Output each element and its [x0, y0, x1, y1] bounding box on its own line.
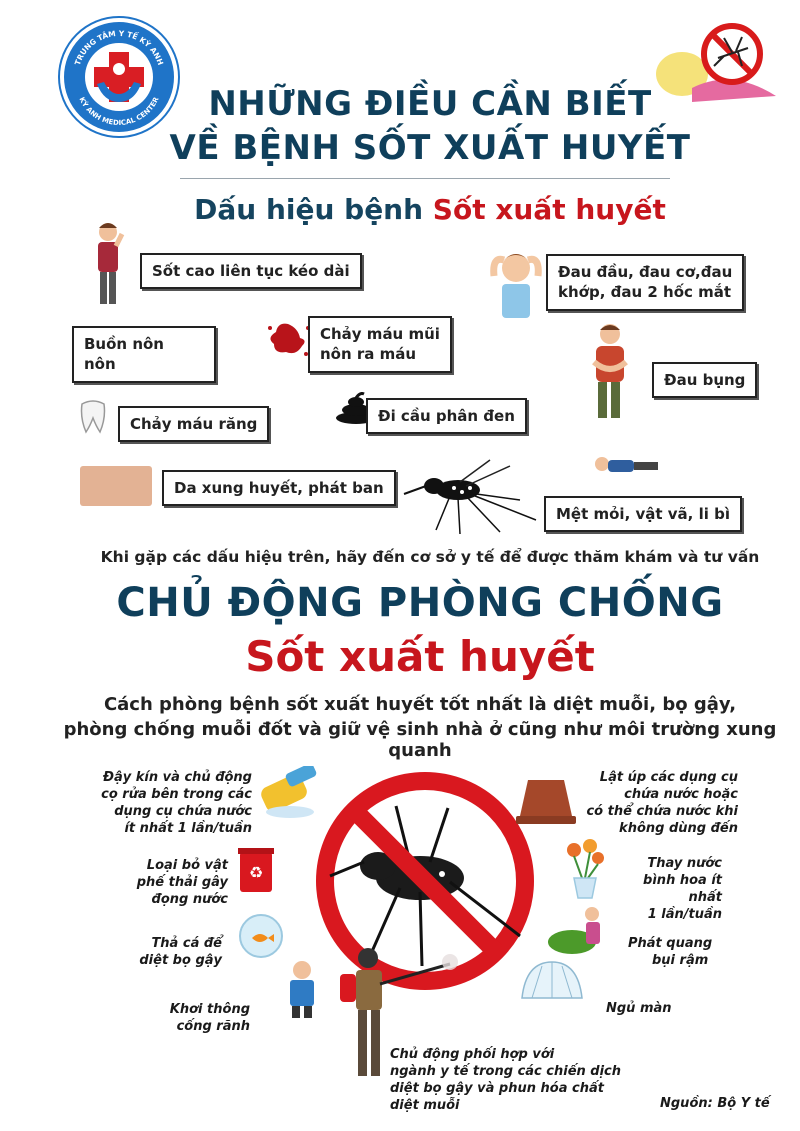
sign-skin-rash	[162, 470, 396, 506]
tip-fish	[120, 936, 222, 970]
recycle-bin-icon	[236, 842, 276, 894]
skin-rash-image	[80, 466, 152, 506]
sign-black-stool	[366, 398, 527, 434]
tip-coordinate-campaigns	[390, 1047, 630, 1115]
tip-line: bụi rậm	[652, 952, 709, 968]
sign-stomachache	[652, 362, 757, 398]
tip-cover-containers	[100, 770, 252, 838]
scrubbing-brush-icon	[256, 766, 326, 822]
logo-text-bottom: KỲ ANH MEDICAL CENTER	[77, 95, 161, 128]
sign-label: nôn	[84, 355, 116, 374]
overturned-pot-icon	[514, 776, 578, 828]
prevention-disease-heading: Sốt xuất huyết	[245, 632, 595, 681]
person-headache-icon	[486, 246, 546, 318]
tip-line: diệt bọ gậy và phun hóa chất	[390, 1080, 604, 1096]
tip-line: đọng nước	[151, 891, 228, 907]
sign-aches	[546, 254, 744, 311]
sign-label: nôn ra máu	[320, 345, 417, 364]
sign-label: Đau đầu, đau cơ,đau	[558, 263, 733, 281]
tip-line: phế thải gây	[136, 874, 228, 890]
sign-high-fever	[140, 253, 362, 289]
tip-line: bình hoa ít nhất	[643, 872, 722, 905]
logo-text-top: TRUNG TÂM Y TẾ KỲ ANH	[72, 28, 166, 67]
sign-label: Chảy máu mũi	[320, 325, 440, 343]
signs-heading-text: Dấu hiệu bệnh	[194, 193, 424, 226]
sign-gum-bleeding	[118, 406, 269, 442]
person-stomachache-icon	[584, 322, 634, 422]
title-divider	[180, 178, 670, 179]
tip-line: Phát quang	[628, 936, 713, 951]
person-lying-fatigue-icon	[594, 452, 660, 482]
mosquito-net-icon	[518, 958, 586, 1004]
sign-label: Đau bụng	[664, 371, 746, 389]
blood-splatter-icon	[264, 318, 312, 358]
tip-line: dụng cụ chứa nước	[114, 803, 252, 819]
tip-line: Khơi thông	[169, 1002, 250, 1017]
sign-label: Buồn nôn	[84, 335, 164, 353]
tip-line: Lật úp các dụng cụ	[599, 770, 738, 785]
drain-worker-icon	[278, 958, 326, 1018]
tip-line: có thể chứa nước khi	[586, 803, 738, 819]
tip-line: Loại bỏ vật	[146, 858, 228, 873]
sign-fatigue	[544, 496, 742, 532]
tip-line: 1 lần/tuần	[647, 906, 722, 922]
sign-nosebleed	[308, 316, 452, 373]
tip-line: Ngủ màn	[606, 1001, 672, 1016]
prevention-description-line1: Cách phòng bệnh sốt xuất huyết tốt nhất là diệt muỗi, bọ gậy,	[103, 694, 737, 715]
tip-overturn-containers	[578, 770, 738, 838]
page-title-line1: NHỮNG ĐIỀU CẦN BIẾT	[208, 84, 652, 124]
bush-clearing-icon	[546, 900, 610, 956]
prevention-description-line2: phòng chống muỗi đốt và giữ vệ sinh nhà ở cũng như môi trường xung quanh	[63, 719, 777, 761]
sign-label: Sốt cao liên tục kéo dài	[152, 262, 350, 280]
tip-clear-bushes	[628, 936, 718, 970]
person-fever-icon	[86, 220, 130, 306]
tip-bed-net	[606, 1001, 686, 1018]
sign-label: khớp, đau 2 hốc mắt	[558, 283, 732, 302]
advice-text: Khi gặp các dấu hiệu trên, hãy đến cơ sở y tế để được thăm khám và tư vấn	[100, 548, 760, 566]
tip-remove-waste	[110, 858, 228, 909]
tip-line: không dùng đến	[619, 820, 738, 836]
tip-line: chứa nước hoặc	[624, 786, 738, 802]
tip-line: Chủ động phối hợp với	[390, 1047, 555, 1062]
tip-line: Đậy kín và chủ động	[103, 770, 252, 785]
tip-line: Thay nước	[647, 856, 722, 871]
signs-heading-disease: Sốt xuất huyết	[432, 193, 666, 226]
tip-line: ngành y tế trong các chiến dịch	[390, 1063, 622, 1079]
tip-line: ít nhất 1 lần/tuần	[124, 820, 252, 836]
tip-line: cọ rửa bên trong các	[101, 786, 252, 802]
source-credit: Nguồn: Bộ Y tế	[660, 1096, 770, 1111]
fishbowl-icon	[236, 910, 286, 958]
tip-line: cống rãnh	[176, 1018, 250, 1034]
prevention-heading: CHỦ ĐỘNG PHÒNG CHỐNG	[116, 580, 724, 626]
tip-vase-water	[610, 856, 722, 924]
tip-line: Thả cá để	[151, 936, 222, 951]
svg-text:♻: ♻	[248, 863, 264, 882]
sign-label: Mệt mỏi, vật vã, li bì	[556, 505, 730, 523]
page-title-line2: VỀ BỆNH SỐT XUẤT HUYẾT	[169, 128, 691, 168]
tip-drains	[140, 1002, 250, 1036]
sign-label: Chảy máu răng	[130, 415, 258, 433]
tooth-icon	[78, 398, 108, 434]
flower-vase-icon	[560, 838, 610, 900]
sign-nausea	[72, 326, 216, 383]
tip-line: diệt muỗi	[390, 1097, 460, 1113]
mosquito-icon	[400, 456, 540, 536]
tip-line: diệt bọ gậy	[139, 952, 222, 968]
sign-label: Da xung huyết, phát ban	[174, 479, 384, 497]
sign-label: Đi cầu phân đen	[378, 407, 515, 425]
